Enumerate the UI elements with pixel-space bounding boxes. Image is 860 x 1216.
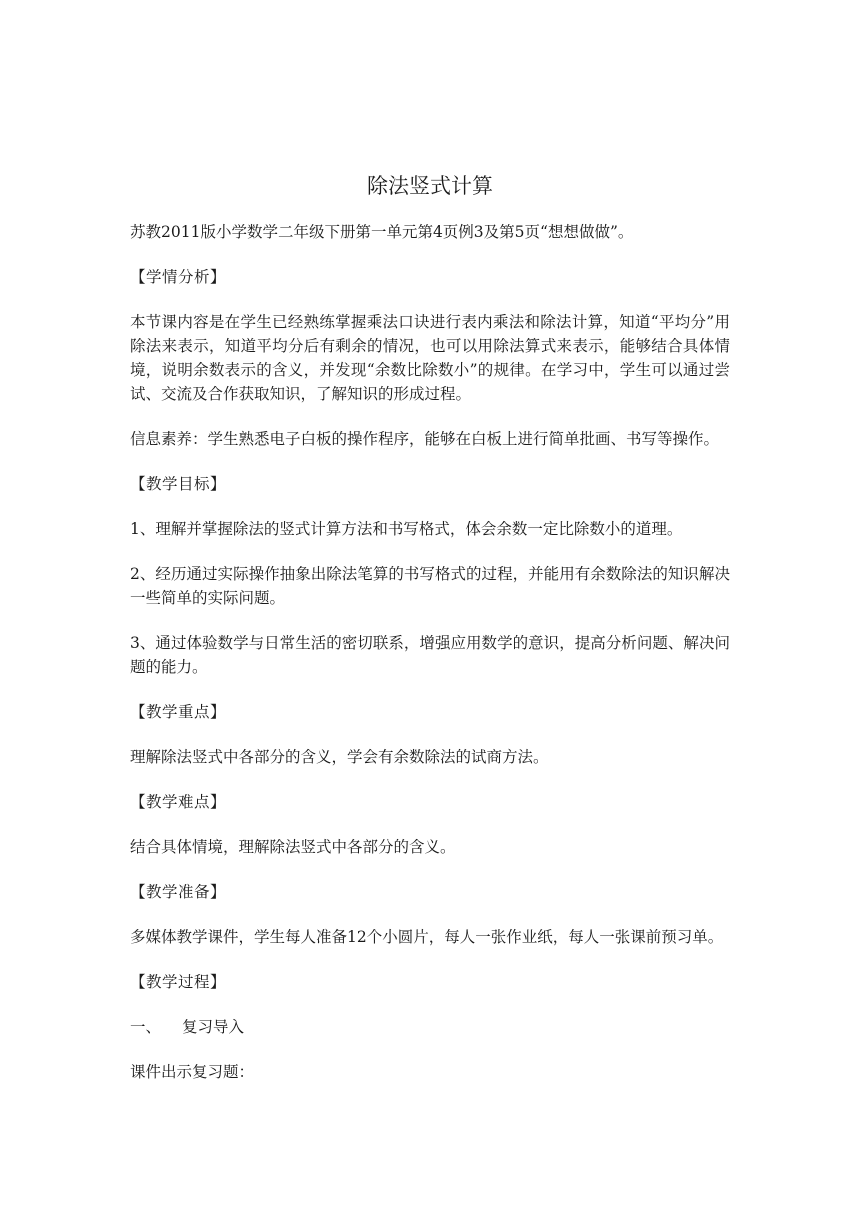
document-title: 除法竖式计算 [367, 174, 493, 198]
section-one-heading [130, 1015, 730, 1039]
section-one-title: 复习导入 [182, 1018, 245, 1036]
document-body [130, 220, 730, 1105]
key-point-text: 理解除法竖式中各部分的含义，学会有余数除法的试商方法。 [130, 748, 549, 766]
section-one-number: 一、 [130, 1018, 162, 1036]
heading-analysis: 【学情分析】 [130, 268, 227, 286]
goal-item-1: 1、理解并掌握除法的竖式计算方法和书写格式，体会余数一定比除数小的道理。 [130, 520, 683, 538]
info-literacy-paragraph: 信息素养：学生熟悉电子白板的操作程序，能够在白板上进行简单批画、书写等操作。 [130, 430, 720, 448]
heading-goals: 【教学目标】 [130, 475, 227, 493]
goal-item-2: 2、经历通过实际操作抽象出除法笔算的书写格式的过程，并能用有余数除法的知识解决一些简单的实际问题。 [130, 565, 730, 607]
heading-key-point: 【教学重点】 [130, 703, 227, 721]
heading-preparation: 【教学准备】 [130, 883, 227, 901]
goal-item-3: 3、通过体验数学与日常生活的密切联系，增强应用数学的意识，提高分析问题、解决问题的能力。 [130, 634, 730, 676]
preparation-text: 多媒体教学课件，学生每人准备12个小圆片，每人一张作业纸，每人一张课前预习单。 [130, 928, 724, 946]
analysis-paragraph: 本节课内容是在学生已经熟练掌握乘法口诀进行表内乘法和除法计算，知道“平均分”用除法来表示，知道平均分后有剩余的情况，也可以用除法算式来表示，能够结合具体情境，说明余数表示的含义，并发现“余数比除数小”的规律。在学习中，学生可以通过尝试、交流及合作获取知识，了解知识的形成过程。 [130, 313, 730, 403]
heading-process: 【教学过程】 [130, 973, 227, 991]
difficulty-text: 结合具体情境，理解除法竖式中各部分的含义。 [130, 838, 456, 856]
source-line: 苏教2011版小学数学二年级下册第一单元第4页例3及第5页“想想做做”。 [130, 223, 634, 241]
review-prompt: 课件出示复习题： [130, 1063, 255, 1081]
heading-difficulty: 【教学难点】 [130, 793, 227, 811]
